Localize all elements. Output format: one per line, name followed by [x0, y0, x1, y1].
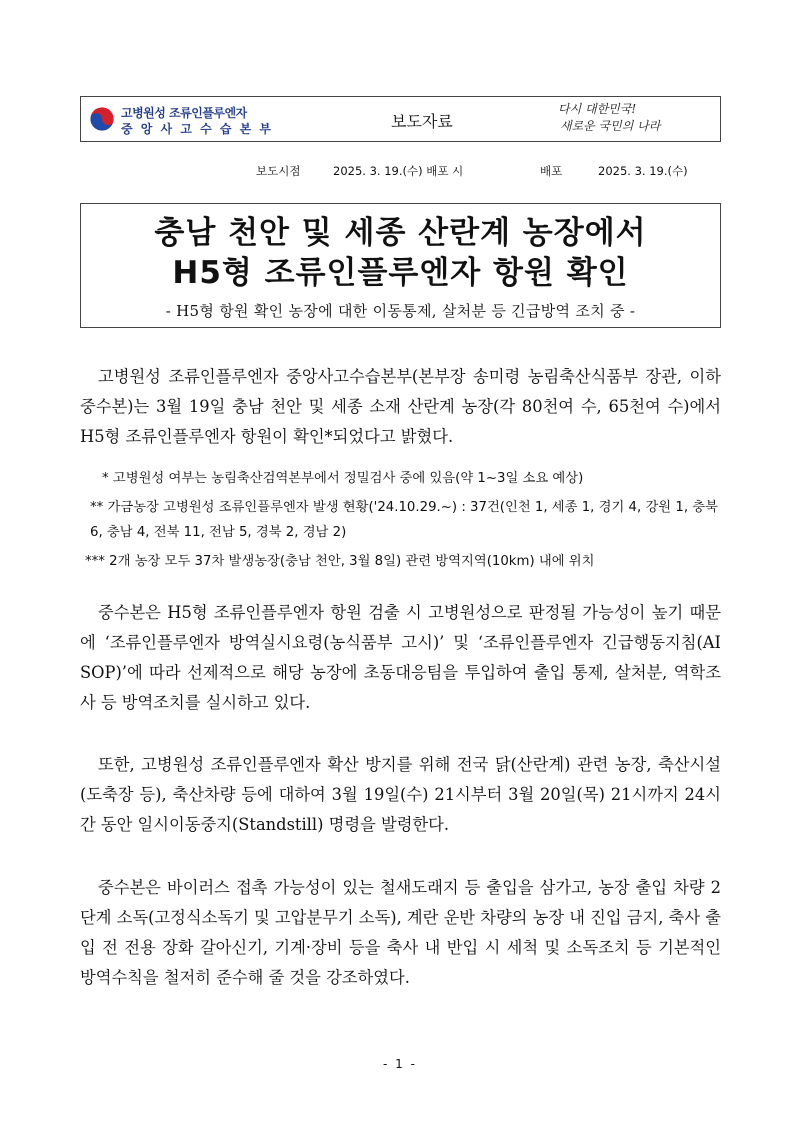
body-paragraph-2-text: 중수본은 H5형 조류인플루엔자 항원 검출 시 고병원성으로 판정될 가능성이 높기 때문에 ‘조류인플루엔자 방역실시요령(농식품부 고시)’ 및 ‘조류인플루엔자 긴급행동지침(AI SOP)’에 따라 선제적으로 해당 농장에 초동대응팀을 투입하여 출입 통제, 살처분, 역학조사 등 방역조치를 실시하고 있다. — [80, 603, 721, 712]
headline-box — [80, 203, 721, 328]
footnote-1: * 고병원성 여부는 농림축산검역본부에서 정밀검사 중에 있음(약 1~3일 소요 예상) — [102, 471, 584, 486]
government-slogan — [558, 101, 708, 135]
release-time-value: 2025. 3. 19.(수) 배포 시 — [333, 164, 464, 178]
org-name-line1: 고병원성 조류인플루엔자 — [121, 106, 247, 120]
headline-line1: 충남 천안 및 세종 산란계 농장에서 — [154, 215, 647, 251]
headline-line2: H5형 조류인플루엔자 항원 확인 — [172, 255, 629, 291]
body-paragraph-3 — [80, 750, 721, 840]
headline-subtitle: - H5형 항원 확인 농장에 대한 이동통제, 살처분 등 긴급방역 조치 중 - — [165, 302, 636, 320]
distribution-value: 2025. 3. 19.(수) — [598, 164, 688, 178]
body-paragraph-1-text: 고병원성 조류인플루엔자 중앙사고수습본부(본부장 송미령 농림축산식품부 장관, 이하 중수본)는 3월 19일 충남 천안 및 세종 소재 산란계 농장(각 80천여 수, 65천여 수)에서 H5형 조류인플루엔자 항원이 확인*되었다고 밝혔다. — [80, 367, 721, 446]
body-paragraph-1 — [80, 362, 721, 452]
taegeuk-icon — [89, 106, 115, 132]
slogan-line1: 다시 대한민국! — [558, 102, 637, 116]
page-number: - 1 - — [383, 1057, 417, 1071]
distribution-label: 배포 — [540, 164, 563, 178]
footnote-2 — [90, 495, 720, 545]
slogan-line2: 새로운 국민의 나라 — [560, 119, 661, 133]
header-banner — [80, 96, 721, 142]
footnote-2-text: ** 가금농장 고병원성 조류인플루엔자 발생 현황('24.10.29.~) : 37건(인천 1, 세종 1, 경기 4, 강원 1, 충북 6, 충남 4, 전북 11, 전남 5, 경북 2, 경남 2) — [90, 500, 718, 540]
footnote-3: *** 2개 농장 모두 37차 발생농장(충남 천안, 3월 8일) 관련 방역지역(10km) 내에 위치 — [85, 554, 595, 569]
body-paragraph-4-text: 중수본은 바이러스 접촉 가능성이 있는 철새도래지 등 출입을 삼가고, 농장 출입 차량 2단계 소독(고정식소독기 및 고압분무기 소독), 계란 운반 차량의 농장 내 진입 금지, 축사 출입 전 전용 장화 갈아신기, 기계·장비 등을 축사 내 반입 시 세척 및 소독조치 등 기본적인 방역수칙을 철저히 준수해 줄 것을 강조하였다. — [80, 878, 721, 987]
org-name-line2: 중 앙 사 고 수 습 본 부 — [121, 122, 273, 136]
release-time-label: 보도시점 — [256, 164, 301, 178]
body-paragraph-2 — [80, 598, 721, 718]
doc-type-label: 보도자료 — [391, 112, 453, 131]
org-logo — [89, 104, 273, 136]
body-paragraph-3-text: 또한, 고병원성 조류인플루엔자 확산 방지를 위해 전국 닭(산란계) 관련 농장, 축산시설(도축장 등), 축산차량 등에 대하여 3월 19일(수) 21시부터 3월 20일(목) 21시까지 24시간 동안 일시이동중지(Standstill) 명령을 발령한다. — [80, 755, 721, 834]
body-paragraph-4 — [80, 873, 721, 993]
